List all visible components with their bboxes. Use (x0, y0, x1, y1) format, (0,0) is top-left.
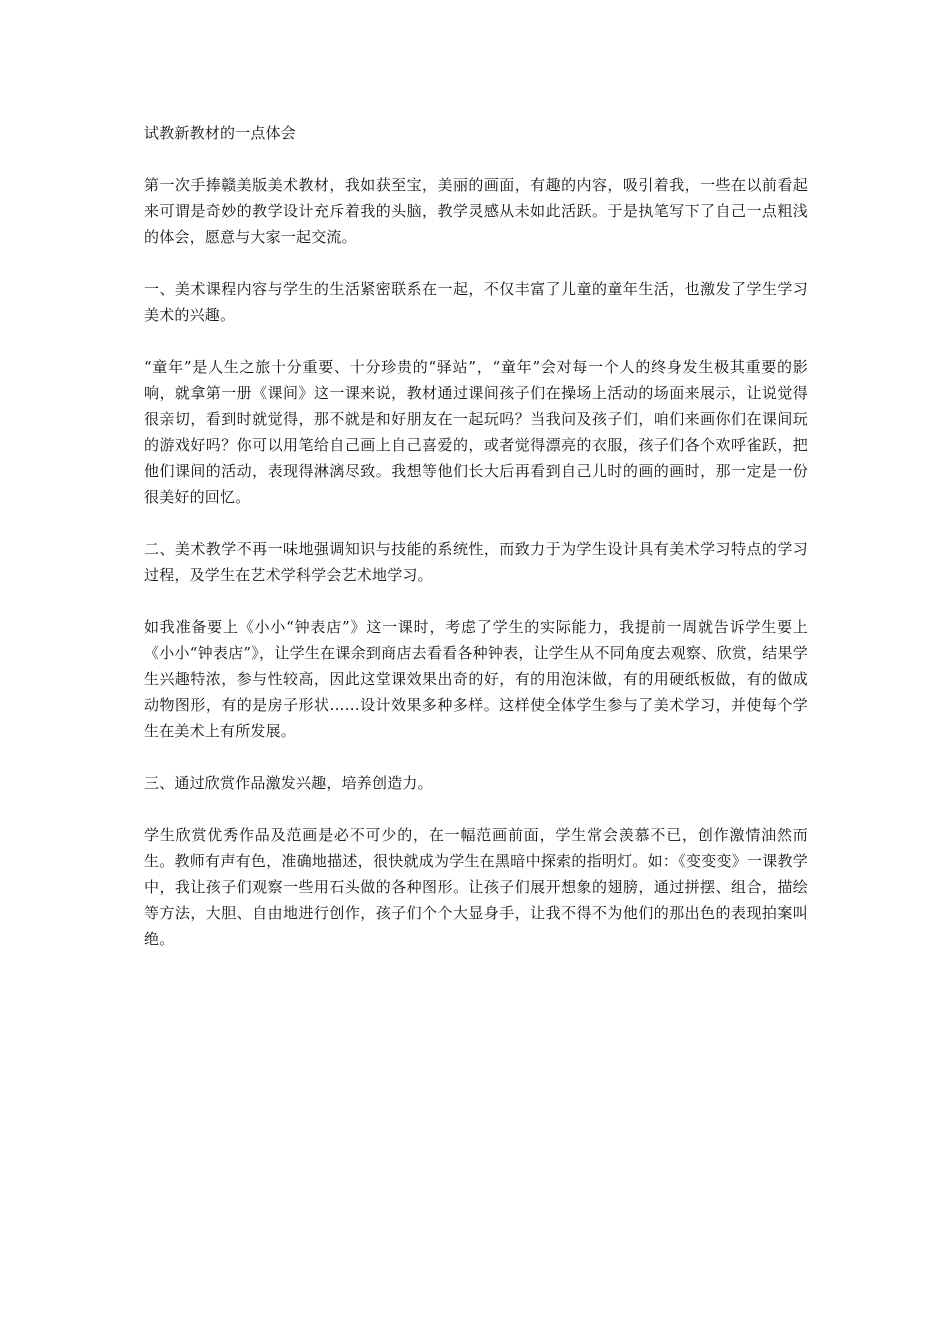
paragraph-section-2-heading: 二、美术教学不再一味地强调知识与技能的系统性，而致力于为学生设计具有美术学习特点的学习过程，及学生在艺术学科学会艺术地学习。 (144, 540, 808, 584)
paragraph-section-1-body: “童年”是人生之旅十分重要、十分珍贵的“驿站”，“童年”会对每一个人的终身发生极其重要的影响，就拿第一册《课间》这一课来说，教材通过课间孩子们在操场上活动的场面来展示，让说觉得很亲切，看到时就觉得，那不就是和好朋友在一起玩吗？当我问及孩子们，咱们来画你们在课间玩的游戏好吗？你可以用笔给自己画上自己喜爱的，或者觉得漂亮的衣服，孩子们各个欢呼雀跃，把他们课间的活动，表现得淋漓尽致。我想等他们长大后再看到自己儿时的画的画时，那一定是一份很美好的回忆。 (144, 358, 808, 506)
paragraph-section-3-heading: 三、通过欣赏作品激发兴趣，培养创造力。 (144, 774, 433, 792)
paragraph-intro: 第一次手捧赣美版美术教材，我如获至宝，美丽的画面，有趣的内容，吸引着我，一些在以前看起来可谓是奇妙的教学设计充斥着我的头脑，教学灵感从未如此活跃。于是执笔写下了自己一点粗浅的体会，愿意与大家一起交流。 (144, 176, 808, 246)
document-title: 试教新教材的一点体会 (144, 124, 297, 142)
document-body (144, 120, 808, 978)
paragraph-section-3-body: 学生欣赏优秀作品及范画是必不可少的，在一幅范画前面，学生常会羡慕不已，创作激情油然而生。教师有声有色，准确地描述，很快就成为学生在黑暗中探索的指明灯。如：《变变变》一课教学中，我让孩子们观察一些用石头做的各种图形。让孩子们展开想象的翅膀，通过拼摆、组合，描绘等方法，大胆、自由地进行创作，孩子们个个大显身手，让我不得不为他们的那出色的表现拍案叫绝。 (144, 826, 808, 948)
paragraph-section-2-body: 如我准备要上《小小“钟表店”》这一课时，考虑了学生的实际能力，我提前一周就告诉学生要上《小小“钟表店”》，让学生在课余到商店去看看各种钟表，让学生从不同角度去观察、欣赏，结果学生兴趣特浓，参与性较高，因此这堂课效果出奇的好，有的用泡沫做，有的用硬纸板做，有的做成动物图形，有的是房子形状……设计效果多种多样。这样使全体学生参与了美术学习，并使每个学生在美术上有所发展。 (144, 618, 808, 740)
paragraph-section-1-heading: 一、美术课程内容与学生的生活紧密联系在一起，不仅丰富了儿童的童年生活，也激发了学生学习美术的兴趣。 (144, 280, 808, 324)
